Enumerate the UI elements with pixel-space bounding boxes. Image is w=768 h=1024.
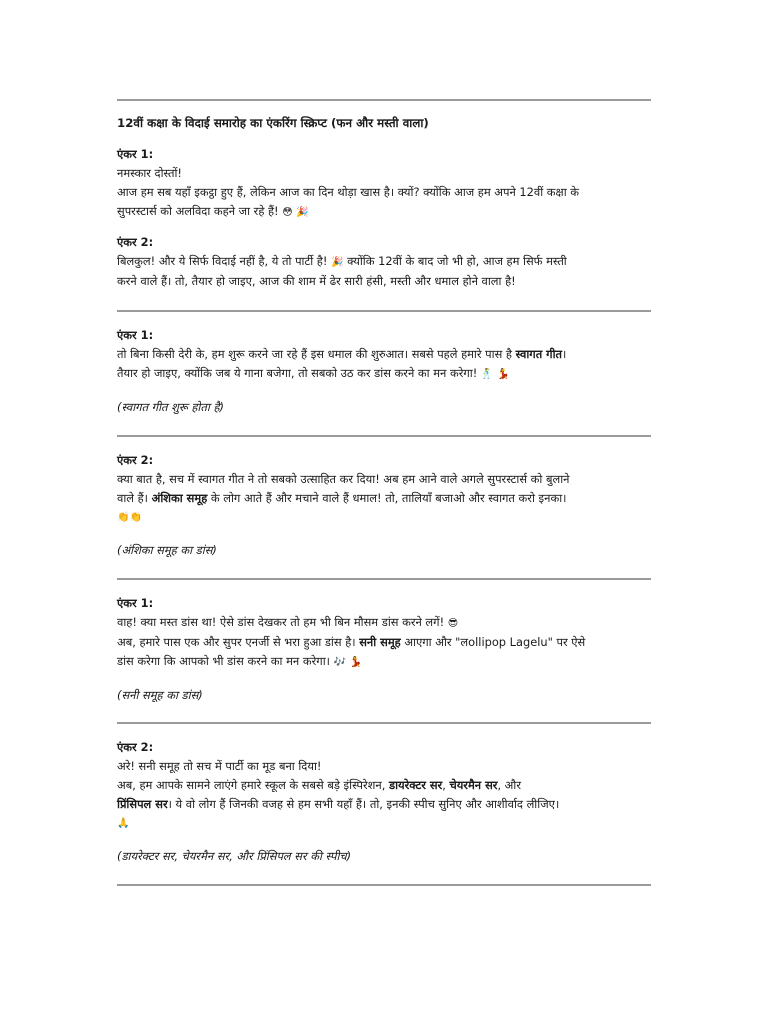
divider [117,435,651,437]
section-4 [117,451,651,560]
line-text: डांस करेगा कि आपको भी डांस करने का मन करेगा। [117,654,330,668]
line [117,202,651,222]
line-text: , और [497,778,521,792]
section-6 [117,738,651,866]
stage-note: (स्वागत गीत शुरू होता है) [117,400,224,414]
highlight-text: अंशिका समूह [151,491,208,505]
highlight-text: स्वागत गीत [515,347,563,361]
line-text: अब, हम आपके सामने लाएंगे हमारे स्कूल के सबसे बड़े इंस्पिरेशन, [117,778,386,792]
line [117,795,651,814]
line-text: आएगा और "लollipop Lagelu" पर ऐसे [404,635,586,649]
man-dancing-icon: 🕺 [480,369,494,380]
highlight-text: प्रिंसिपल सर [117,797,168,811]
section-1 [117,145,651,222]
line-text: । ये वो लोग हैं जिनकी वजह से हम सभी यहाँ हैं। तो, इनकी स्पीच सुनिए और आशीर्वाद लीजिए। [167,797,560,811]
highlight-text: सनी समूह [359,635,401,649]
section-3 [117,326,651,417]
divider [117,310,651,312]
line: आज हम सब यहाँ इकट्ठा हुए हैं, लेकिन आज का दिन थोड़ा खास है। क्यों? क्योंकि आज हम अपने 12वीं कक्षा के [117,185,580,199]
speaker-label: एंकर 2: [117,453,154,467]
music-notes-icon: 🎶 [333,657,347,668]
line-text: , [442,778,446,792]
line [117,613,651,633]
speaker-label: एंकर 2: [117,740,154,754]
line-text: । [562,347,567,361]
sunglasses-face-icon: 😎 [447,618,459,629]
line-text: के लोग आते हैं और मचाने वाले हैं धमाल! तो, तालियाँ बजाओ और स्वागत करो इनका। [210,491,567,505]
line [117,652,651,672]
line-text: वाले हैं। [117,491,148,505]
line: नमस्कार दोस्तों! [117,166,182,180]
stage-note: (डायरेक्टर सर, चेयरमैन सर, और प्रिंसिपल सर की स्पीच) [117,849,352,863]
highlight-text: डायरेक्टर सर [388,778,443,792]
speaker-label: एंकर 1: [117,328,154,342]
folded-hands-icon: 🙏 [117,818,130,829]
line-text: अब, हमारे पास एक और सुपर एनर्जी से भरा हुआ डांस है। [117,635,356,649]
document-title: 12वीं कक्षा के विदाई समारोह का एंकरिंग स्क्रिप्ट (फन और मस्ती वाला) [117,116,429,130]
line-text: सुपरस्टार्स को अलविदा कहने जा रहे हैं! [117,204,279,218]
speaker-label: एंकर 1: [117,596,154,610]
divider [117,884,651,886]
divider [117,578,651,580]
section-2 [117,233,651,291]
speaker-label: एंकर 2: [117,235,154,249]
flushed-face-icon: 😳 [282,207,293,218]
line [117,776,651,795]
line-text: वाह! क्या मस्त डांस था! ऐसे डांस देखकर तो हम भी बिन मौसम डांस करने लगें! [117,615,445,629]
stage-note: (अंशिका समूह का डांस) [117,543,217,557]
line-text: तो बिना किसी देरी के, हम शुरू करने जा रहे हैं इस धमाल की शुरुआत। सबसे पहले हमारे पास है [117,347,512,361]
woman-dancing-icon: 💃 [349,657,363,668]
line [117,489,651,508]
speaker-label: एंकर 1: [117,147,154,161]
divider [117,99,651,101]
line [117,364,651,384]
divider [117,722,651,724]
highlight-text: चेयरमैन सर [449,778,498,792]
line-text: तैयार हो जाइए, क्योंकि जब ये गाना बजेगा, तो सबको उठ कर डांस करने का मन करेगा! [117,366,478,380]
line [117,345,651,364]
line: करने वाले हैं। तो, तैयार हो जाइए, आज की शाम में ढेर सारी हंसी, मस्ती और धमाल होने वाला है! [117,274,516,288]
party-popper-icon: 🎉 [296,207,309,218]
line-text: क्योंकि 12वीं के बाद जो भी हो, आज हम सिर्फ मस्ती [347,254,567,268]
line: क्या बात है, सच में स्वागत गीत ने तो सबको उत्साहित कर दिया! अब हम आने वाले अगले सुपरस्टार्स को बुलाने [117,472,570,486]
line [117,633,651,652]
clapping-hands-icon: 👏👏 [117,512,142,523]
line-text: बिलकुल! और ये सिर्फ विदाई नहीं है, ये तो पार्टी है! [117,254,328,268]
section-5 [117,594,651,705]
woman-dancing-icon: 💃 [497,369,510,380]
stage-note: (सनी समूह का डांस) [117,688,203,702]
line [117,252,651,272]
title-block [117,114,651,133]
line: अरे! सनी समूह तो सच में पार्टी का मूड बना दिया! [117,759,322,773]
party-popper-icon: 🎉 [331,257,344,268]
